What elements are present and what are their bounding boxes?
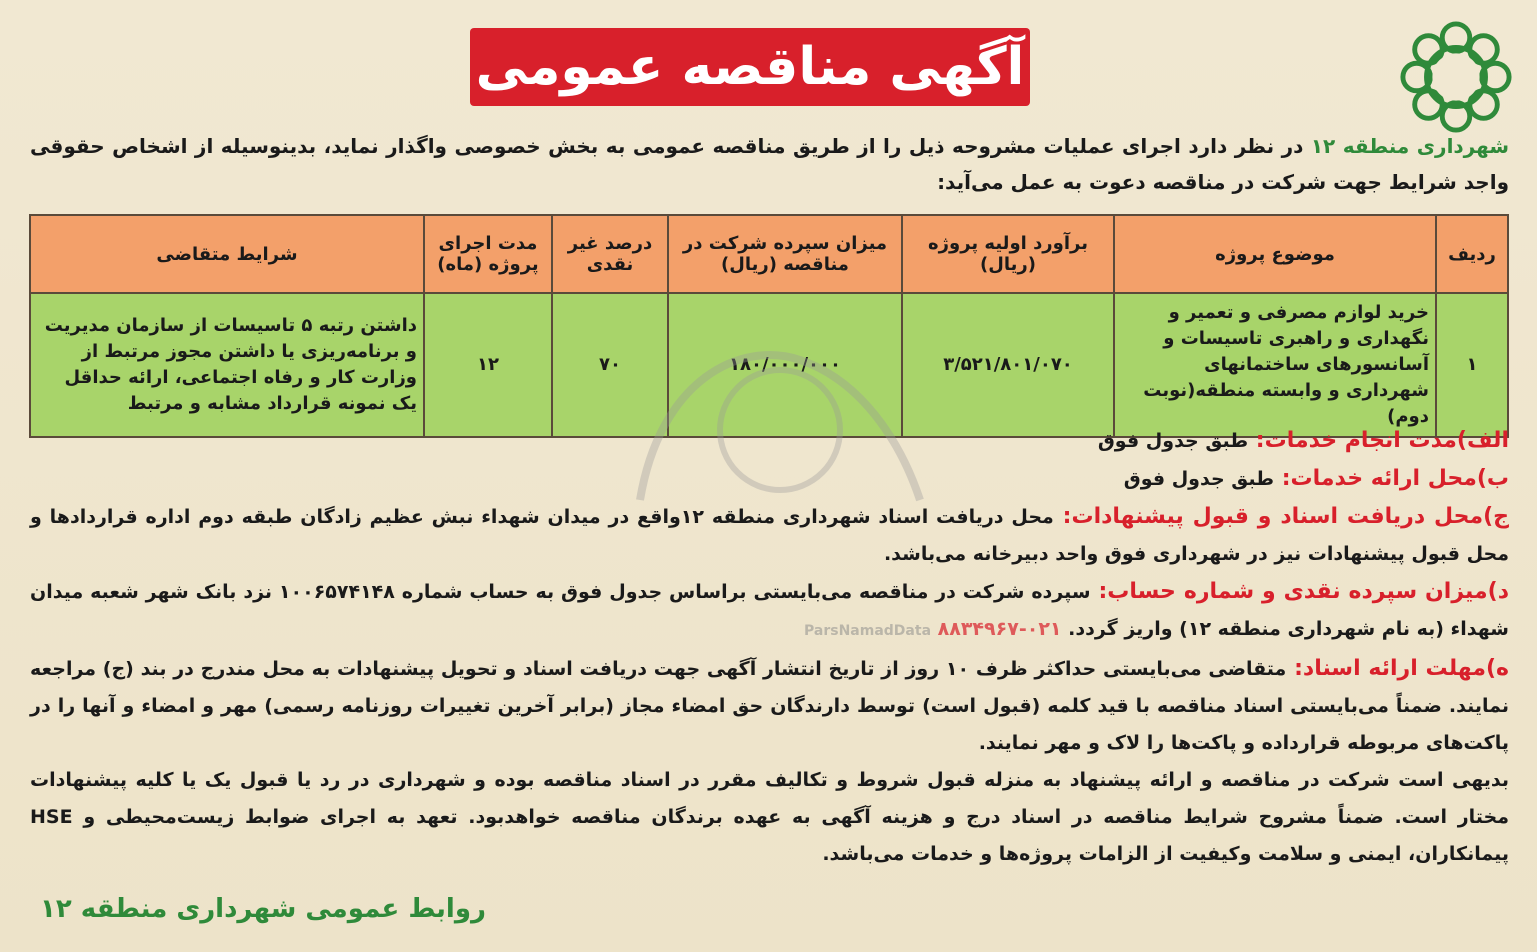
item-a xyxy=(30,422,1509,460)
tehran-municipality-logo-icon xyxy=(1397,18,1515,136)
item-d-text: سپرده شرکت در مناقصه می‌بایستی براساس جدول فوق به حساب شماره ۱۰۰۶۵۷۴۱۴۸ نزد بانک شهر شعبه میدان شهداء (به نام شهرداری منطقه ۱۲) واریز گردد. xyxy=(30,581,1509,640)
item-a-label: الف)مدت انجام خدمات: xyxy=(1248,428,1509,453)
closing-paragraph: بدیهی است شرکت در مناقصه و ارائه پیشنهاد به منزله قبول شروط و تکالیف مقرر در اسناد مناقصه بوده و شهرداری در رد یا قبول یک یا کلیه پیشنهادات مختار است. ضمناً مشروح شرایط مناقصه در اسناد درج و هزینه آگهی به عهده برندگان مناقصه خواهدبود. تعهد به اجرای ضوابط زیست‌محیطی و HSE پیمانکاران، ایمنی و سلامت وکیفیت از الزامات پروژه‌ها و خدمات می‌باشد. xyxy=(30,769,1509,865)
intro-paragraph xyxy=(30,128,1509,200)
cell-duration: ۱۲ xyxy=(424,293,552,437)
header-deposit: میزان سپرده شرکت در مناقصه (ریال) xyxy=(668,215,902,293)
cell-deposit: ۱۸۰/۰۰۰/۰۰۰ xyxy=(668,293,902,437)
header-duration: مدت اجرای پروژه (ماه) xyxy=(424,215,552,293)
item-e-label: ه)مهلت ارائه اسناد: xyxy=(1286,656,1509,681)
item-d-label: د)میزان سپرده نقدی و شماره حساب: xyxy=(1090,579,1509,604)
intro-text: در نظر دارد اجرای عملیات مشروحه ذیل را از طریق مناقصه عمومی به بخش خصوصی واگذار نماید، بدینوسیله از اشخاص حقوقی واجد شرایط جهت شرکت در مناقصه دعوت به عمل می‌آید: xyxy=(30,134,1509,194)
item-a-text: طبق جدول فوق xyxy=(1097,430,1249,452)
item-d xyxy=(30,573,1509,650)
table-header-row xyxy=(30,215,1508,293)
page-title: آگهی مناقصه عمومی xyxy=(475,37,1025,97)
item-c-label: ج)محل دریافت اسناد و قبول پیشنهادات: xyxy=(1053,504,1509,529)
cell-noncash: ۷۰ xyxy=(552,293,668,437)
cell-conditions: داشتن رتبه ۵ تاسیسات از سازمان مدیریت و برنامه‌ریزی یا داشتن مجوز مرتبط از وزارت کار و رفاه اجتماعی، ارائه حداقل یک نمونه قرارداد مشابه و مرتبط xyxy=(30,293,424,437)
item-e-text: متقاضی می‌بایستی حداکثر ظرف ۱۰ روز از تاریخ انتشار آگهی جهت دریافت اسناد و تحویل پیشنهادات به محل مندرج در بند (ج) مراجعه نمایند. ضمناً می‌بایستی اسناد مناقصه با قید کلمه (قبول است) توسط دارندگان حق امضاء مجاز (برابر آخرین تغییرات روزنامه رسمی) مهر و امضاء و آنها را در پاکت‌های مربوطه قرارداده و پاکت‌ها را لاک و مهر نمایند. xyxy=(30,658,1509,754)
item-b-text: طبق جدول فوق xyxy=(1123,468,1275,490)
cell-row-number: ۱ xyxy=(1436,293,1508,437)
header-row-number: ردیف xyxy=(1436,215,1508,293)
item-c xyxy=(30,498,1509,573)
item-b-label: ب)محل ارائه خدمات: xyxy=(1274,466,1509,491)
header-conditions: شرایط متقاضی xyxy=(30,215,424,293)
cell-subject: خرید لوازم مصرفی و تعمیر و نگهداری و راهبری تاسیسات و آسانسورهای ساختمانهای شهرداری و وابسته منطقه(نوبت دوم) xyxy=(1114,293,1436,437)
item-c-text: محل دریافت اسناد شهرداری منطقه ۱۲واقع در میدان شهداء نبش عظیم زادگان طبقه دوم اداره قراردادها و محل قبول پیشنهادات نیز در شهرداری فوق واحد دبیرخانه می‌باشد. xyxy=(30,506,1509,565)
intro-highlight: شهرداری منطقه ۱۲ xyxy=(1310,134,1509,158)
header-subject: موضوع پروژه xyxy=(1114,215,1436,293)
watermark-brand: ParsNamadData xyxy=(804,623,932,639)
watermark-phone: ۰۲۱-۸۸۳۴۹۶۷ xyxy=(937,618,1062,640)
header-estimate: برآورد اولیه پروژه (ریال) xyxy=(902,215,1114,293)
header-noncash: درصد غیر نقدی xyxy=(552,215,668,293)
conditions-section xyxy=(30,422,1509,873)
footer-signature: روابط عمومی شهرداری منطقه ۱۲ xyxy=(40,894,486,924)
title-banner xyxy=(470,28,1030,106)
item-b xyxy=(30,460,1509,498)
item-e xyxy=(30,650,1509,762)
cell-estimate: ۳/۵۲۱/۸۰۱/۰۷۰ xyxy=(902,293,1114,437)
